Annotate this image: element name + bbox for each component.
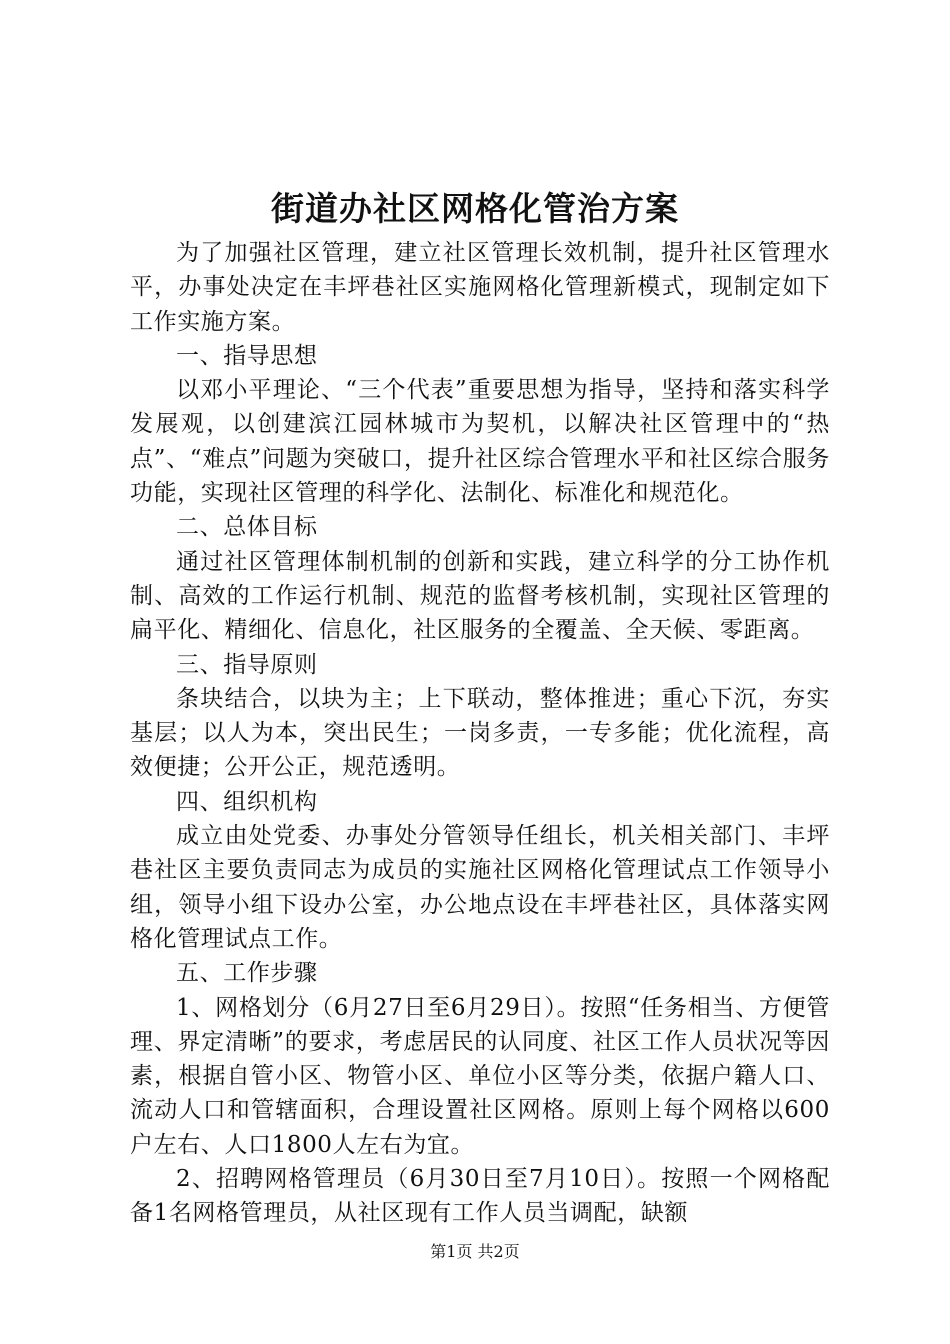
paragraph-step-2: 2、招聘网格管理员（6月30日至7月10日）。按照一个网格配备1名网格管理员，从社区现有工作人员当调配，缺额 [130,1166,830,1227]
paragraph-intro: 为了加强社区管理，建立社区管理长效机制，提升社区管理水平，办事处决定在丰坪巷社区实施网格化管理新模式，现制定如下工作实施方案。 [130,240,830,335]
document-body [130,236,830,1231]
section-heading-guiding-ideology: 一、指导思想 [176,342,318,369]
section-heading-organization: 四、组织机构 [176,788,318,815]
page-footer: 第1页 共2页 [430,1242,520,1261]
document-title: 街道办社区网格化管治方案 [271,189,679,228]
paragraph-guiding-ideology: 以邓小平理论、“三个代表”重要思想为指导，坚持和落实科学发展观，以创建滨江园林城市为契机，以解决社区管理中的“热点”、“难点”问题为突破口，提升社区综合管理水平和社区综合服务功能，实现社区管理的科学化、法制化、标准化和规范化。 [130,377,830,507]
paragraph-organization: 成立由处党委、办事处分管领导任组长，机关相关部门、丰坪巷社区主要负责同志为成员的实施社区网格化管理试点工作领导小组，领导小组下设办公室，办公地点设在丰坪巷社区，具体落实网格化管理试点工作。 [130,823,830,952]
section-heading-overall-goal: 二、总体目标 [176,514,318,541]
paragraph-overall-goal: 通过社区管理体制机制的创新和实践，建立科学的分工协作机制、高效的工作运行机制、规范的监督考核机制，实现社区管理的扁平化、精细化、信息化，社区服务的全覆盖、全天候、零距离。 [130,548,830,644]
paragraph-guiding-principles: 条块结合，以块为主；上下联动，整体推进；重心下沉，夯实基层；以人为本，突出民生；一岗多责，一专多能；优化流程，高效便捷；公开公正，规范透明。 [130,685,830,781]
paragraph-step-1: 1、网格划分（6月27日至6月29日）。按照“任务相当、方便管理、界定清晰”的要求，考虑居民的认同度、社区工作人员状况等因素，根据自管小区、物管小区、单位小区等分类，依据户籍人口、流动人口和管辖面积，合理设置社区网格。原则上每个网格以600户左右、人口1800人左右为宜。 [130,994,830,1158]
section-heading-work-steps: 五、工作步骤 [176,960,318,987]
section-heading-guiding-principles: 三、指导原则 [176,651,318,678]
